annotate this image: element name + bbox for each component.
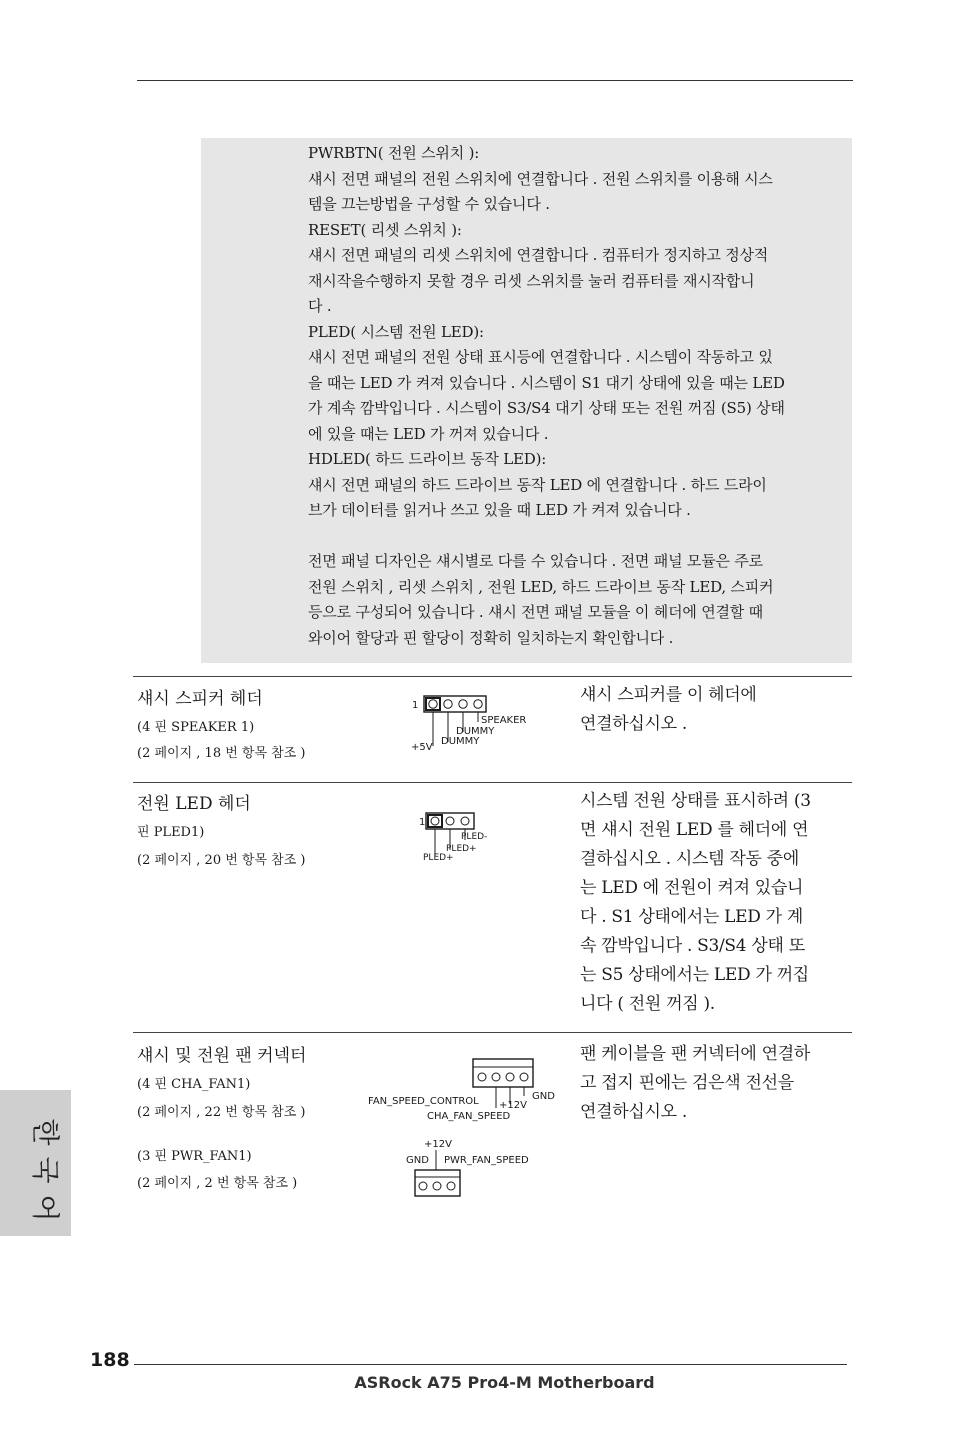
gnd-label: GND xyxy=(406,1155,429,1166)
note-line: 재시작을수행하지 못할 경우 리셋 스위치를 눌러 컴퓨터를 재시작합니 xyxy=(308,271,755,290)
cha-fan-page-ref: (2 페이지 , 22 번 항목 참조 ) xyxy=(137,1105,306,1120)
cha-fan-pin-info: (4 핀 CHA_FAN1) xyxy=(137,1077,251,1092)
fan-desc-line: 고 접지 핀에는 검은색 전선을 xyxy=(580,1073,794,1093)
pwr-fan-speed-label: PWR_FAN_SPEED xyxy=(444,1155,529,1166)
pin-circle xyxy=(506,1073,514,1081)
note-line: 섀시 전면 패널의 전원 스위치에 연결합니다 . 전원 스위치를 이용해 시스 xyxy=(308,169,773,188)
pin-circle xyxy=(520,1073,528,1081)
language-side-tab xyxy=(0,1090,71,1236)
fan-description xyxy=(580,1040,852,1127)
12v-label: +12V xyxy=(499,1100,527,1111)
note-line: 을 때는 LED 가 켜져 있습니다 . 시스템이 S1 대기 상태에 있을 때는 LED xyxy=(308,373,785,392)
language-char: 한 xyxy=(29,1118,62,1146)
pled-desc-line: 는 S5 상태에서는 LED 가 꺼집 xyxy=(580,965,809,985)
pin-circle xyxy=(446,817,454,825)
pin-circle xyxy=(444,700,452,708)
pin-circle xyxy=(474,700,482,708)
speaker-title: 섀시 스피커 헤더 xyxy=(137,689,263,709)
pled-plus-label: PLED+ xyxy=(423,853,454,863)
pled-desc-line: 니다 ( 전원 꺼짐 ). xyxy=(580,994,715,1014)
dummy-pin-label: DUMMY xyxy=(441,736,480,747)
pled-header-diagram xyxy=(416,808,526,864)
pled-desc-line: 면 섀시 전원 LED 를 헤더에 연 xyxy=(580,820,809,840)
pin-circle xyxy=(459,700,467,708)
pin-circle xyxy=(433,1182,441,1190)
pwr-fan-header-diagram xyxy=(402,1136,552,1200)
note-line: 와이어 할당과 핀 할당이 정확히 일치하는지 확인합니다 . xyxy=(308,628,674,647)
note-line: 섀시 전면 패널의 하드 드라이브 동작 LED 에 연결합니다 . 하드 드라이 xyxy=(308,475,767,494)
pin-circle xyxy=(492,1073,500,1081)
note-line: 템을 끄는방법을 구성할 수 있습니다 . xyxy=(308,195,550,213)
fan-desc-line: 팬 케이블을 팬 커넥터에 연결하 xyxy=(580,1044,811,1064)
pin1-label: 1 xyxy=(419,817,426,828)
pin-circle xyxy=(447,1182,455,1190)
note-line: 가 계속 깜박입니다 . 시스템이 S3/S4 대기 상태 또는 전원 꺼짐 (S5) 상태 xyxy=(308,399,785,417)
pled-pin-info: 핀 PLED1) xyxy=(137,825,205,840)
note-line: 전원 스위치 , 리셋 스위치 , 전원 LED, 하드 드라이브 동작 LED, 스피커 xyxy=(308,577,774,596)
pin1-label: 1 xyxy=(412,700,419,711)
dummy-pin-label: DUMMY xyxy=(456,726,495,737)
speaker-desc-line: 연결하십시오 . xyxy=(580,714,687,734)
pin-circle xyxy=(478,1073,486,1081)
speaker-pin-info: (4 핀 SPEAKER 1) xyxy=(137,720,255,735)
note-line: PLED( 시스템 전원 LED): xyxy=(308,322,484,341)
speaker-pin-label: SPEAKER xyxy=(481,715,527,726)
note-line: 브가 데이터를 읽거나 쓰고 있을 때 LED 가 켜져 있습니다 . xyxy=(308,501,691,519)
pwr-fan-pin-info: (3 핀 PWR_FAN1) xyxy=(137,1149,252,1164)
pled-plus-label: PLED+ xyxy=(446,844,477,854)
pled-desc-line: 결하십시오 . 시스템 작동 중에 xyxy=(580,849,799,869)
pin-circle xyxy=(429,700,437,708)
language-char: 어 xyxy=(29,1194,62,1222)
page-number: 188 xyxy=(90,1349,130,1371)
pled-page-ref: (2 페이지 , 20 번 항목 참조 ) xyxy=(137,853,306,868)
footer-title: ASRock A75 Pro4-M Motherboard xyxy=(354,1373,655,1392)
note-line: 등으로 구성되어 있습니다 . 섀시 전면 패널 모듈을 이 헤더에 연결할 때 xyxy=(308,603,763,621)
cha-fan-speed-label: CHA_FAN_SPEED xyxy=(427,1111,511,1122)
speaker-desc-line: 섀시 스피커를 이 헤더에 xyxy=(580,685,757,705)
fan-title: 섀시 및 전원 팬 커넥터 xyxy=(137,1046,307,1066)
note-line: 전면 패널 디자인은 섀시별로 다를 수 있습니다 . 전면 패널 모듈은 주로 xyxy=(308,552,763,570)
note-line: HDLED( 하드 드라이브 동작 LED): xyxy=(308,450,547,468)
language-tab-label xyxy=(0,1090,71,1236)
top-rule xyxy=(137,80,853,81)
note-line: 섀시 전면 패널의 리셋 스위치에 연결합니다 . 컴퓨터가 정지하고 정상적 xyxy=(308,246,769,264)
pled-desc-line: 다 . S1 상태에서는 LED 가 계 xyxy=(580,907,803,927)
pin-circle xyxy=(461,817,469,825)
fan-desc-line: 연결하십시오 . xyxy=(580,1102,687,1122)
pled-desc-line: 시스템 전원 상태를 표시하려 (3 xyxy=(580,791,811,811)
12v-label: +12V xyxy=(424,1139,452,1150)
language-char: 국 xyxy=(29,1156,62,1184)
pled-desc-line: 는 LED 에 전원이 켜져 있습니 xyxy=(580,878,804,898)
pled-title: 전원 LED 헤더 xyxy=(137,794,251,814)
speaker-header-diagram xyxy=(405,690,545,752)
pwr-fan-page-ref: (2 페이지 , 2 번 항목 참조 ) xyxy=(137,1176,298,1191)
section-divider xyxy=(133,782,852,783)
note-line: 에 있을 때는 LED 가 꺼져 있습니다 . xyxy=(308,424,549,443)
section-divider xyxy=(133,1032,852,1033)
note-line: RESET( 리셋 스위치 ): xyxy=(308,220,462,239)
paragraph-gap xyxy=(308,524,854,550)
speaker-description xyxy=(580,681,852,739)
section-divider xyxy=(133,676,852,677)
panel-notes-text xyxy=(308,141,854,651)
pled-description xyxy=(580,787,852,1019)
pin-circle xyxy=(419,1182,427,1190)
pled-desc-line: 속 깜박입니다 . S3/S4 상태 또 xyxy=(580,936,805,956)
fan-speed-control-label: FAN_SPEED_CONTROL xyxy=(368,1096,479,1107)
5v-pin-label: +5V xyxy=(411,742,433,752)
note-line: 섀시 전면 패널의 전원 상태 표시등에 연결합니다 . 시스템이 작동하고 있 xyxy=(308,348,773,366)
note-line: 다 . xyxy=(308,297,332,315)
gnd-label: GND xyxy=(532,1091,555,1102)
pled-minus-label: PLED- xyxy=(461,832,488,842)
speaker-page-ref: (2 페이지 , 18 번 항목 참조 ) xyxy=(137,746,306,761)
bottom-rule xyxy=(134,1364,847,1365)
cha-fan-header-diagram xyxy=(365,1056,555,1126)
pin-circle xyxy=(431,817,439,825)
note-line: PWRBTN( 전원 스위치 ): xyxy=(308,144,480,162)
